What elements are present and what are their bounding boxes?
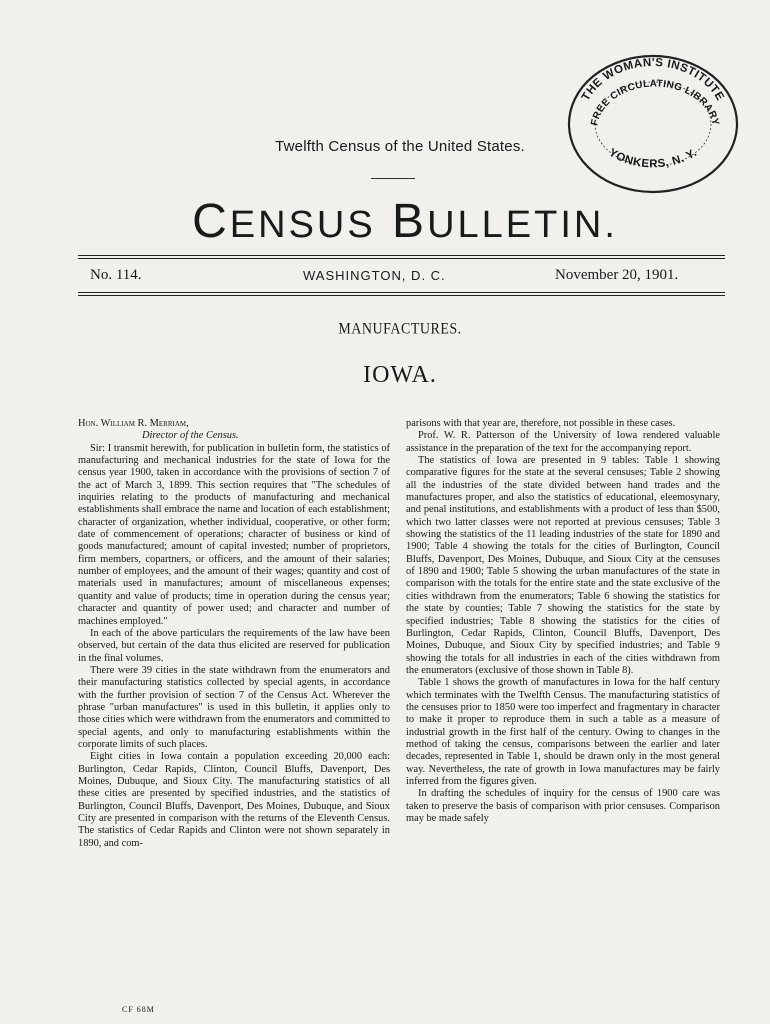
- stamp-line3: YONKERS, N. Y.: [606, 146, 700, 171]
- bulletin-masthead: [0, 190, 770, 257]
- short-divider: [371, 178, 415, 179]
- state-heading: IOWA.: [363, 362, 437, 388]
- paragraph: In each of the above particulars the requirements of the law have been observed, but certain of the data thus elicited are reserved for publication in the final volumes.: [78, 627, 390, 664]
- bulletin-city: WASHINGTON, D. C.: [303, 268, 446, 283]
- masthead-ensus: ENSUS: [229, 204, 376, 246]
- masthead-ulletin: ULLETIN.: [427, 204, 618, 246]
- paragraph: In drafting the schedules of inquiry for the census of 1900 care was taken to preserve the basis of comparison with prior censuses. Comparison may be made safely: [406, 788, 720, 824]
- addressee-title: Director of the Census.: [142, 430, 239, 442]
- printer-mark: CF 68M: [122, 1005, 155, 1014]
- paragraph: There were 39 cities in the state withdrawn from the enumerators and their manufacturing statistics collected by special agents, in accordance with the further provision of section 7 of the Census Act. Wherever the phrase "urban manufactures" is used in this bulletin, it applies only to those cities which were withdrawn from the enumerators and committed to special agents, and only to manufacturing establishments within the corporate limits of such places.: [78, 664, 390, 750]
- paragraph: parisons with that year are, therefore, not possible in these cases.: [406, 418, 676, 429]
- svg-text:FREE CIRCULATING LIBRARY: [589, 78, 720, 126]
- paragraph: The statistics of Iowa are presented in 9 tables: Table 1 showing comparative figures for the state at the several censuses; Table 2 showing all the industries of the state divided between hand trades and the manufactures proper, and also the statistics of educational, eleemosynary, and penal institutions, and establishments with a product of less than $500, which two latter classes were not reported at previous censuses; Table 3 showing the statistics of the 11 leading industries of the state for 1890 and 1900; Table 4 showing the totals for the cities of Burlington, Council Bluffs, Davenport, Des Moines, Dubuque, and Sioux City at the censuses of 1890 and 1900; Table 5 showing the urban manufactures of the state in comparison with the totals for the entire state and the state exclusive of the cities withdrawn from the enumerators; Table 6 showing the statistics for the state by counties; Table 7 showing the statistics for the state by specified industries; Table 8 showing the statistics for the cities of Burlington, Cedar Rapids, Clinton, Council Bluffs, Davenport, Des Moines, Dubuque, and Sioux City by specified industries; and Table 9 showing the totals for all industries in each of the cities withdrawn from the enumerators (exclusive of those shown in Table 8).: [406, 455, 720, 676]
- paragraph: Eight cities in Iowa contain a population exceeding 20,000 each: Burlington, Cedar Rapids, Clinton, Council Bluffs, Davenport, Des Moines, Dubuque, and Sioux City. The manufacturing statistics of all these cities are presented by specified industries, and the statistics of Burlington, Council Bluffs, Davenport, Des Moines, Dubuque, and Sioux City are presented in comparison with the returns of the Eleventh Census. The statistics of Cedar Rapids and Clinton were not shown separately in 1890, and com-: [78, 751, 390, 849]
- masthead-c: C: [192, 195, 230, 248]
- stamp-line1: THE WOMAN'S INSTITUTE: [579, 56, 727, 104]
- right-column: [406, 418, 720, 825]
- masthead-rule-top: [78, 255, 725, 259]
- bulletin-date: November 20, 1901.: [555, 267, 679, 283]
- library-stamp: [565, 50, 741, 195]
- census-subtitle: Twelfth Census of the United States.: [275, 138, 525, 155]
- masthead-rule-bottom: [78, 292, 725, 296]
- paragraph: Table 1 shows the growth of manufactures in Iowa for the half century which terminates with the Twelfth Census. The manufacturing statistics of the censuses prior to 1850 were too imperfect and fragmentary in character to make it proper to reproduce them in such a table as a measure of industrial growth in the first half of the century. Owing to changes in the method of taking the census, comparisons between the earlier and later decades, represented in Table 1, should be drawn only in the most general way. Nevertheless, the rate of growth in Iowa manufactures may be fairly inferred from the figures given.: [406, 677, 720, 787]
- addressee: Hon. William R. Merriam,: [78, 418, 189, 429]
- masthead-b: B: [392, 195, 428, 248]
- left-column: [78, 418, 390, 850]
- section-heading: MANUFACTURES.: [338, 320, 462, 339]
- stamp-line2: FREE CIRCULATING LIBRARY: [589, 78, 721, 127]
- bulletin-number: No. 114.: [90, 267, 142, 283]
- paragraph: Prof. W. R. Patterson of the University of Iowa rendered valuable assistance in the preparation of the text for the accompanying report.: [406, 430, 720, 454]
- paragraph: Sir: I transmit herewith, for publication in bulletin form, the statistics of manufacturing and mechanical industries for the state of Iowa for the census year 1900, taken in accordance with the provisions of section 7 of the act of March 3, 1899. This section requires that "The schedules of inquiries relating to the products of manufacturing and mechanical establishments shall embrace the name and location of each establishment; character of organization, whether individual, cooperative, or other form; date of commencement of operations; character of business or kind of goods manufactured; amount of capital invested; number of proprietors, firm members, copartners, or officers, and the amount of their salaries; number of employees, and the amount of their wages; quantity and cost of materials used in manufactures; amount of miscellaneous expenses; quantity and value of products; time in operation during the census year; character and quantity of power used; and character and number of machines employed.": [78, 442, 390, 627]
